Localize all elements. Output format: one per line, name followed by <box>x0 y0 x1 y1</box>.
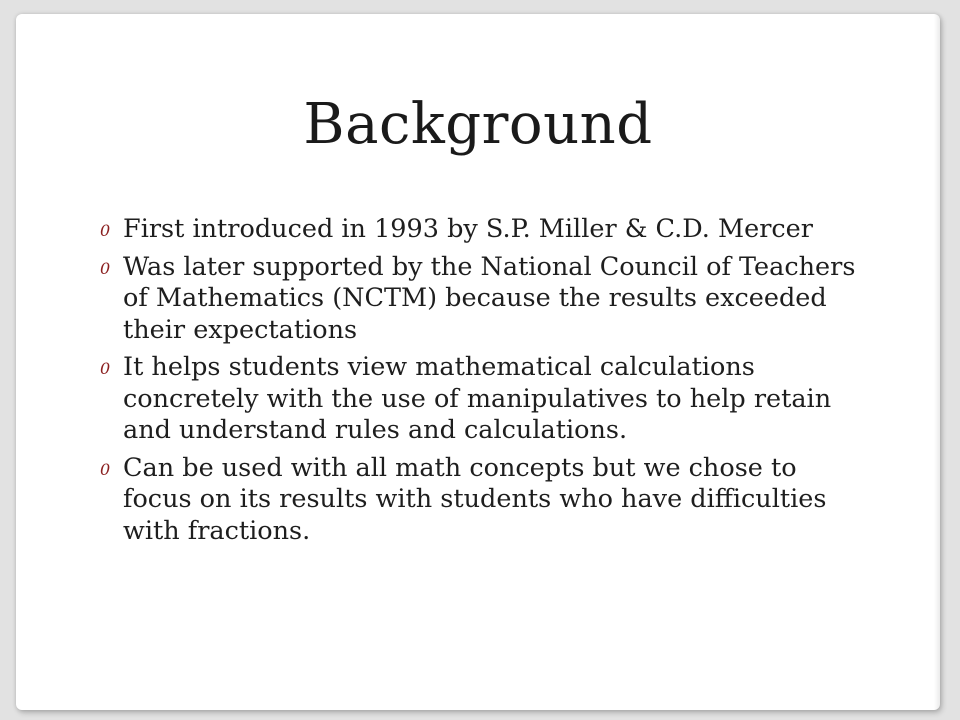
slide-title: Background <box>303 92 653 157</box>
bullet-list <box>100 214 860 553</box>
bullet-item <box>100 352 860 447</box>
bullet-marker-icon: 0 <box>100 459 111 479</box>
bullet-marker-icon: 0 <box>100 221 111 240</box>
slide <box>16 14 940 710</box>
bullet-text: Was later supported by the National Council of Teachers of Mathematics (NCTM) because the results exceeded their expectations <box>123 251 856 345</box>
bullet-item <box>100 214 860 246</box>
bullet-item <box>100 252 860 347</box>
bullet-marker-icon: 0 <box>100 359 111 378</box>
bullet-item <box>100 453 860 548</box>
bullet-text: First introduced in 1993 by S.P. Miller & C.D. Mercer <box>123 214 813 244</box>
bullet-text: Can be used with all math concepts but we chose to focus on its results with students who have difficulties with fractions. <box>123 452 827 546</box>
bullet-text: It helps students view mathematical calculations concretely with the use of manipulatives to help retain and understand rules and calculations. <box>123 352 832 445</box>
bullet-marker-icon: 0 <box>100 258 111 278</box>
